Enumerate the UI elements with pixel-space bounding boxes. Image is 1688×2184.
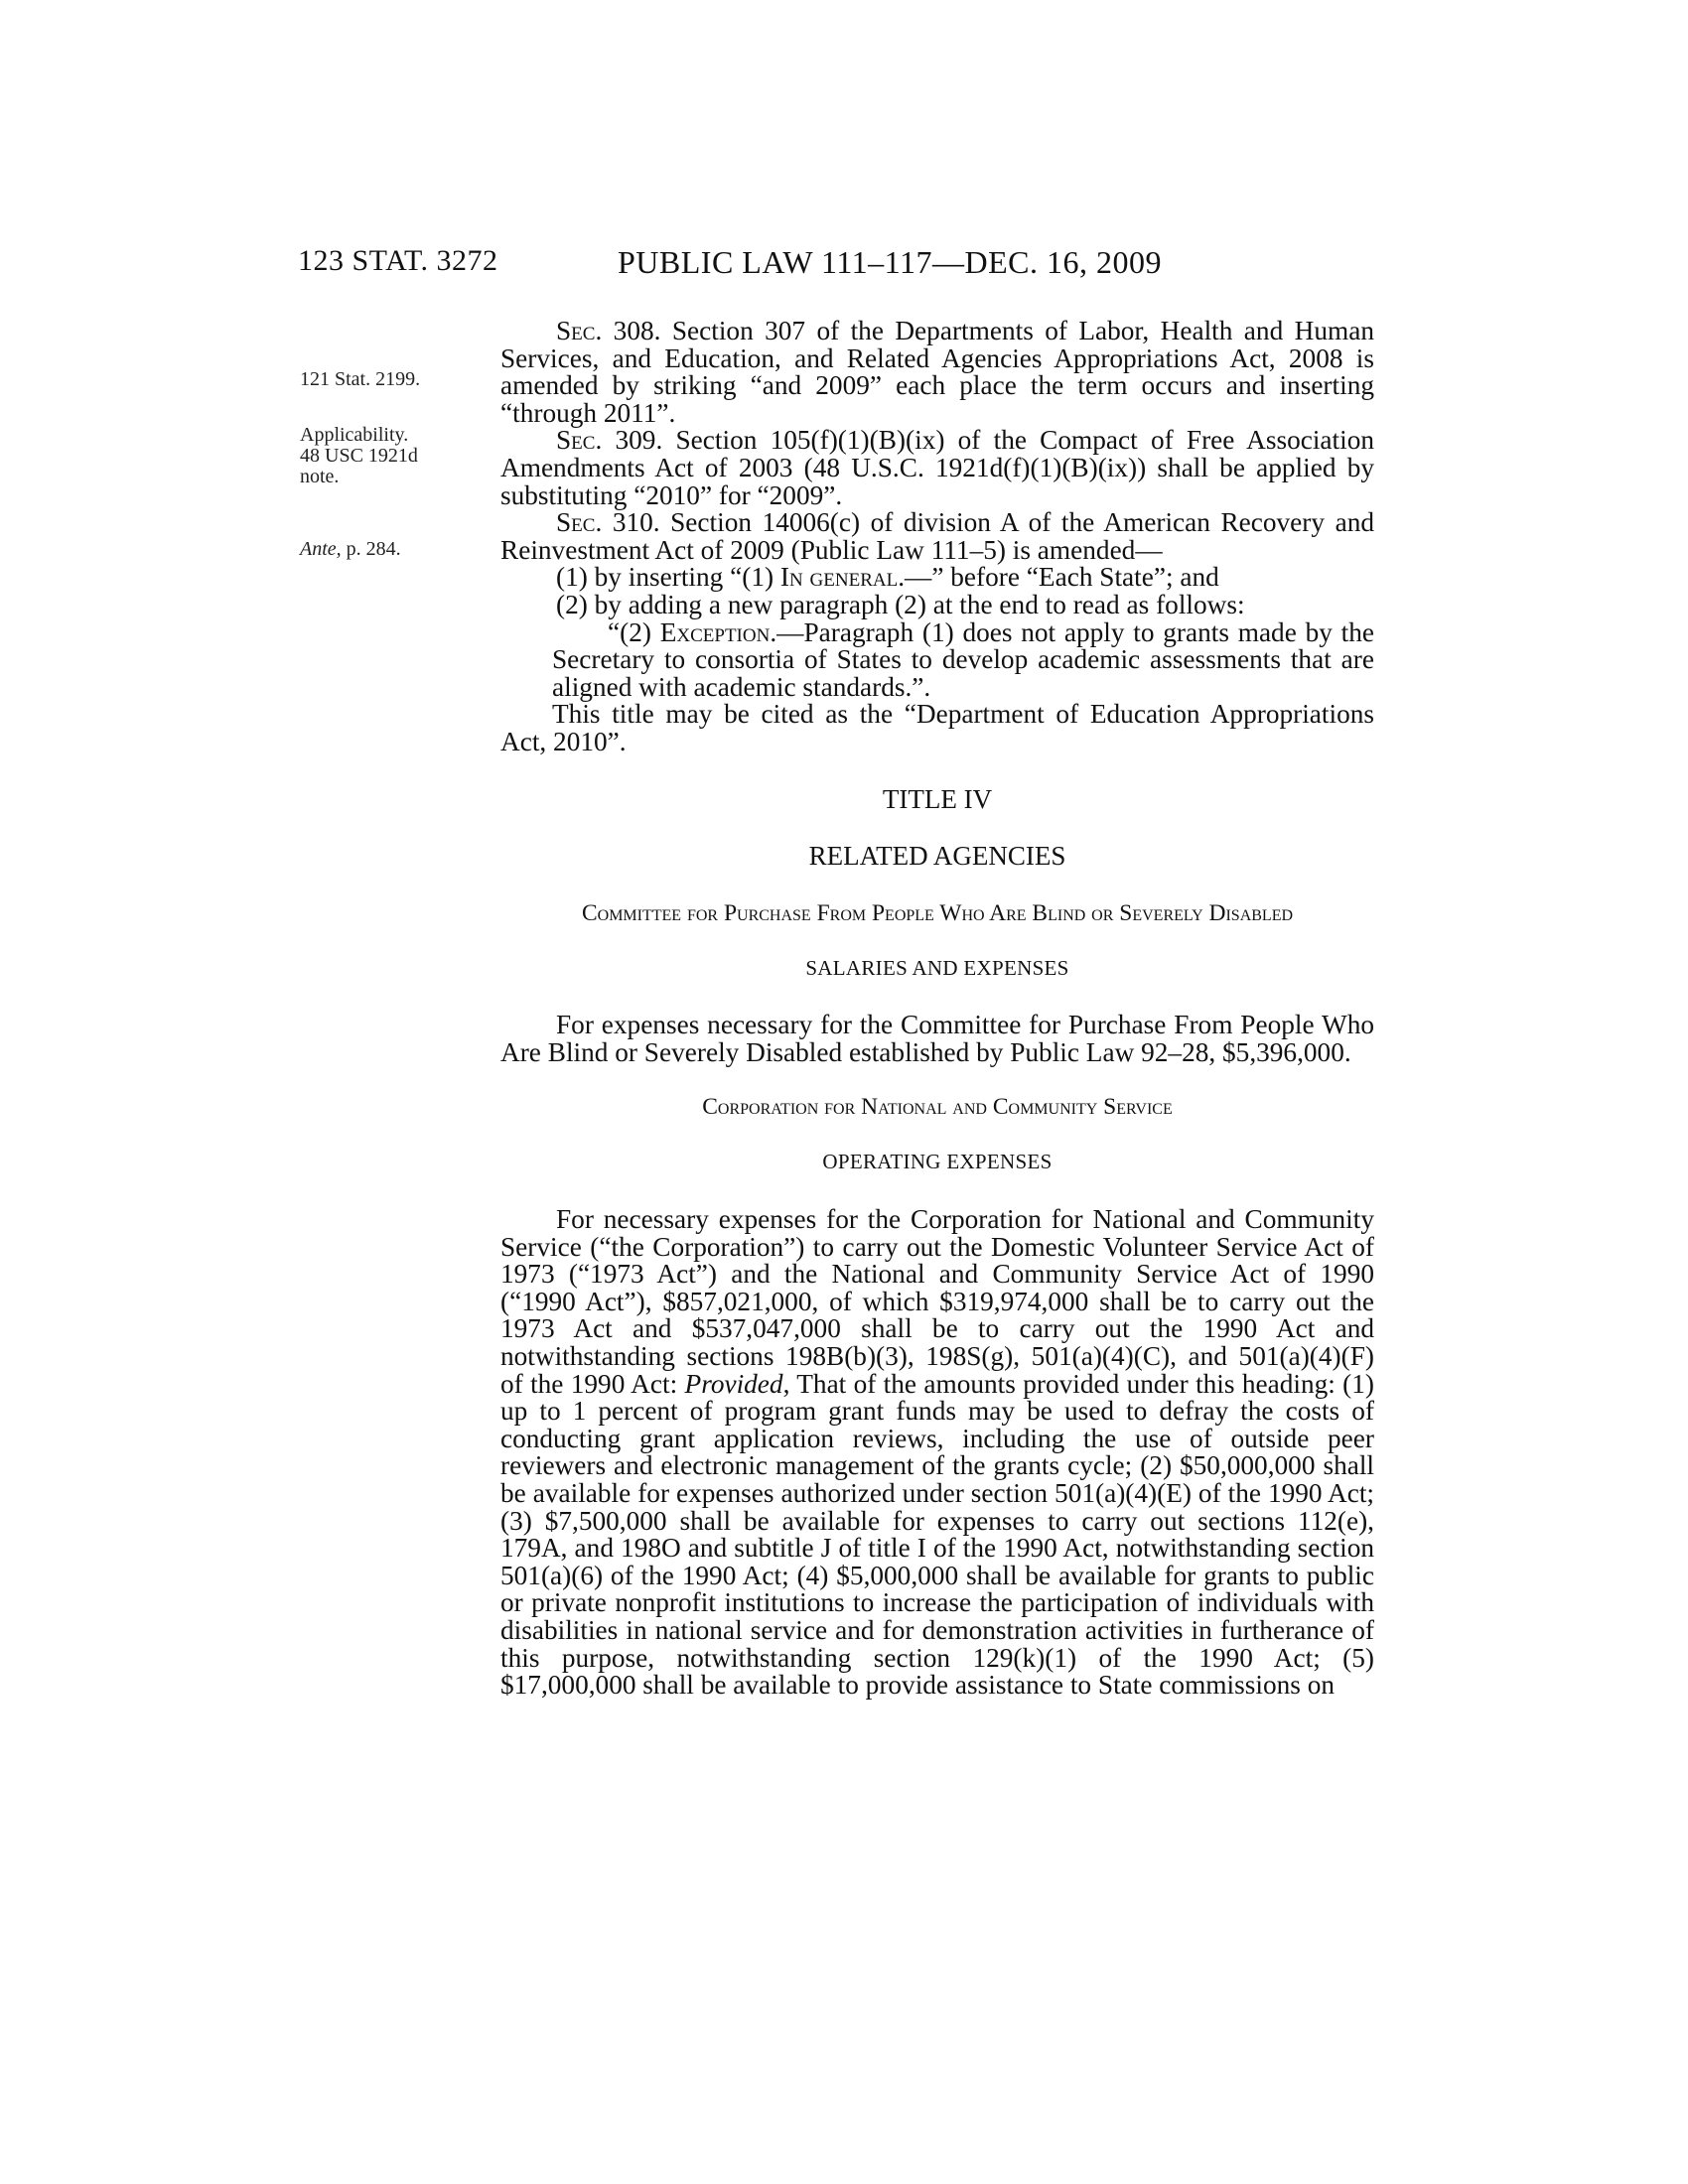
amendment-small-caps: In general	[779, 562, 899, 593]
committee-paragraph: For expenses necessary for the Committee for Purchase From People Who Are Blind or Severely Disabled established by Public Law 92–28, $5,396,000.	[500, 1010, 1374, 1067]
margin-note-italic: Ante,	[300, 538, 342, 560]
section-text: Section 307 of the Departments of Labor, Health and Human Services, and Education, and Related Agencies Appropriations Act, 2008 is amended by striking “and 2009” each place the term occurs and inserting “through 2011”.	[500, 316, 1374, 428]
section-label: Sec. 310.	[556, 507, 660, 538]
section-text: Section 105(f)(1)(B)(ix) of the Compact of Free Association Amendments Act of 2003 (48 U.S.C. 1921d(f)(1)(B)(ix)) shall be applied by substituting “2010” for “2009”.	[500, 425, 1374, 510]
document-body	[500, 318, 1374, 1700]
provided-italic: Provided	[684, 1368, 783, 1399]
margin-note-ante	[300, 539, 401, 560]
title-heading: TITLE IV	[882, 783, 993, 814]
paragraph-text: , That of the amounts provided under this heading: (1) up to 1 percent of program grant funds may be used to defray the costs of conducting grant application reviews, including the use of outside peer reviewers and electronic management of the grants cycle; (2) $50,000,000 shall be available for expenses authorized under section 501(a)(4)(E) of the 1990 Act; (3) $7,500,000 shall be available for expenses to carry out sections 112(e), 179A, and 198O and subtitle J of title I of the 1990 Act, notwithstanding section 501(a)(6) of the 1990 Act; (4) $5,000,000 shall be available for grants to public or private nonprofit institutions to increase the participation of individuals with disabilities in national service and for demonstration activities in furtherance of this purpose, notwithstanding section 129(k)(1) of the 1990 Act; (5) $17,000,000 shall be available to provide assistance to State commissions on	[500, 1368, 1374, 1701]
corporation-paragraph	[500, 1206, 1374, 1700]
amendment-item-1	[500, 564, 1374, 592]
margin-note-line: Applicability.	[300, 424, 409, 446]
margin-note-line: 48 USC 1921d	[300, 445, 418, 467]
section-label: Sec. 309.	[556, 425, 663, 456]
section-309	[500, 427, 1374, 509]
amendment-text: .—” before “Each State”; and	[898, 562, 1219, 593]
quote-small-caps: Exception	[659, 616, 771, 647]
amendment-text: (1) by inserting “(1)	[556, 562, 780, 593]
margin-note-line: note.	[300, 466, 340, 487]
agency-heading-corporation: Corporation for National and Community Service	[702, 1094, 1173, 1121]
quote-text: “(2)	[608, 616, 660, 647]
title-citation: This title may be cited as the “Department of Education Appropriations Act, 2010”.	[500, 699, 1374, 756]
statute-reference: 123 STAT. 3272	[298, 244, 498, 277]
agency-heading-committee: Committee for Purchase From People Who Are Blind or Severely Disabled	[581, 899, 1294, 926]
amendment-item-2: (2) by adding a new paragraph (2) at the end to read as follows:	[556, 589, 1245, 619]
margin-note-applicability	[300, 425, 418, 487]
margin-note-text: p. 284.	[341, 538, 401, 560]
page-header	[298, 244, 1370, 288]
paragraph-text: For necessary expenses for the Corporation for National and Community Service (“the Corporation”) to carry out the Domestic Volunteer Service Act of 1973 (“1973 Act”) and the National and Community Service Act of 1990 (“1990 Act”), $857,021,000, of which $319,974,000 shall be to carry out the 1973 Act and $537,047,000 shall be to carry out the 1990 Act and notwithstanding sections 198B(b)(3), 198S(g), 501(a)(4)(C), and 501(a)(4)(F) of the 1990 Act:	[500, 1204, 1374, 1399]
account-heading-salaries: SALARIES AND EXPENSES	[805, 955, 1069, 980]
quoted-paragraph	[500, 616, 1374, 702]
section-label: Sec. 308.	[556, 316, 661, 345]
margin-note-stat: 121 Stat. 2199.	[300, 368, 421, 390]
running-head: PUBLIC LAW 111–117—DEC. 16, 2009	[618, 244, 1162, 280]
account-heading-operating: OPERATING EXPENSES	[822, 1150, 1053, 1174]
section-310	[500, 509, 1374, 564]
section-308	[500, 318, 1374, 427]
section-text: Section 14006(c) of division A of the American Recovery and Reinvestment Act of 2009 (Public Law 111–5) is amended—	[500, 507, 1374, 565]
title-subheading: RELATED AGENCIES	[808, 841, 1066, 872]
quote-text: .—Paragraph (1) does not apply to grants made by the Secretary to consortia of States to develop academic assessments that are aligned with academic standards.”.	[552, 616, 1374, 702]
